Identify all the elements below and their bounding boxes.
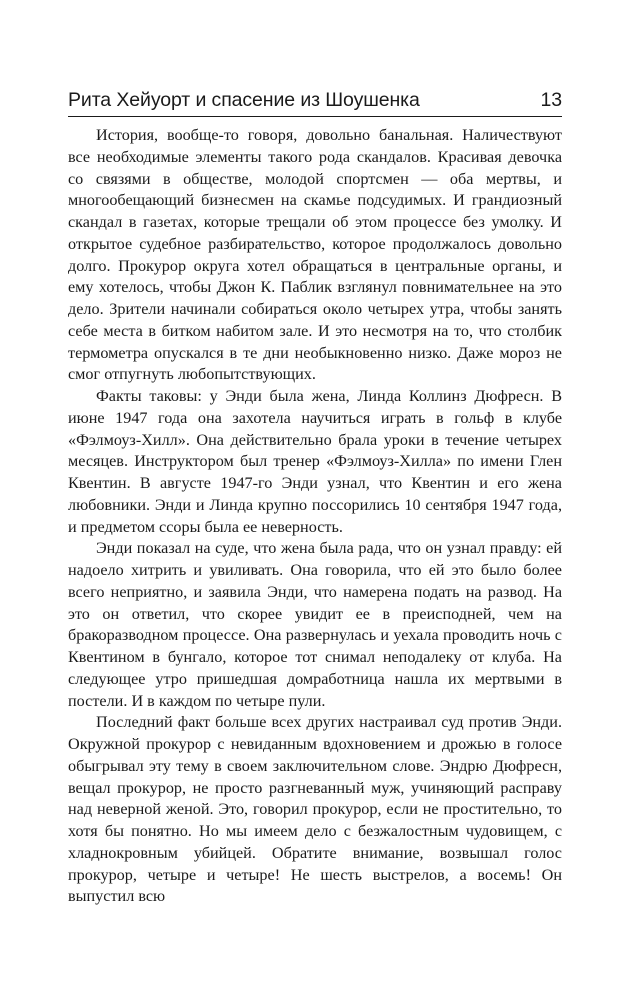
running-header xyxy=(68,88,562,117)
running-title: Рита Хейуорт и спасение из Шоушенка xyxy=(68,89,420,111)
paragraph-1: История, вообще-то говоря, довольно банальная. Наличествуют все необходимые элементы такого рода скандалов. Красивая девочка со связями в обществе, молодой спортсмен — оба мертвы, и многообещающий бизнесмен на скамье подсудимых. И грандиозный скандал в газетах, которые трещали об этом процессе без умолку. И открытое судебное разбирательство, которое продолжалось довольно долго. Прокурор округа хотел обращаться в центральные органы, и ему хотелось, чтобы Джон К. Паблик взглянул повнимательнее на это дело. Зрители начинали собираться около четырех утра, чтобы занять себе места в битком набитом зале. И это несмотря на то, что столбик термометра опускался в те дни необыкновенно низко. Даже мороз не смог отпугнуть любопытствующих. xyxy=(68,126,562,384)
paragraph-3: Энди показал на суде, что жена была рада, что он узнал правду: ей надоело хитрить и увиливать. Она говорила, что ей это было более всего неприятно, и заявила Энди, что намерена подать на развод. На это он ответил, что скорее увидит ее в преисподней, чем на бракоразводном процессе. Она развернулась и уехала проводить ночь с Квентином в бунгало, которое тот снимал неподалеку от клуба. На следующее утро пришедшая домработница нашла их мертвыми в постели. И в каждом по четыре пули. xyxy=(68,539,562,710)
body-text xyxy=(68,125,562,908)
paragraph-4: Последний факт больше всех других настраивал суд против Энди. Окружной прокурор с невиданным вдохновением и дрожью в голосе обыгрывал эту тему в своем заключительном слове. Эндрю Дюфресн, вещал прокурор, не просто разгневанный муж, учиняющий расправу над неверной женой. Это, говорил прокурор, если не простительно, то хотя бы понятно. Но мы имеем дело с безжалостным чудовищем, с хладнокровным убийцей. Обратите внимание, возвышал голос прокурор, четыре и четыре! Не шесть выстрелов, а восемь! Он выпустил всю xyxy=(68,713,562,906)
page-number: 13 xyxy=(540,89,562,111)
paragraph-2: Факты таковы: у Энди была жена, Линда Коллинз Дюфресн. В июне 1947 года она захотела научиться играть в гольф в клубе «Фэлмоуз-Хилл». Она действительно брала уроки в течение четырех месяцев. Инструктором был тренер «Фэлмоуз-Хилла» по имени Глен Квентин. В августе 1947-го Энди узнал, что Квентин и его жена любовники. Энди и Линда крупно поссорились 10 сентября 1947 года, и предметом ссоры была ее неверность. xyxy=(68,387,562,536)
book-page xyxy=(68,88,562,908)
